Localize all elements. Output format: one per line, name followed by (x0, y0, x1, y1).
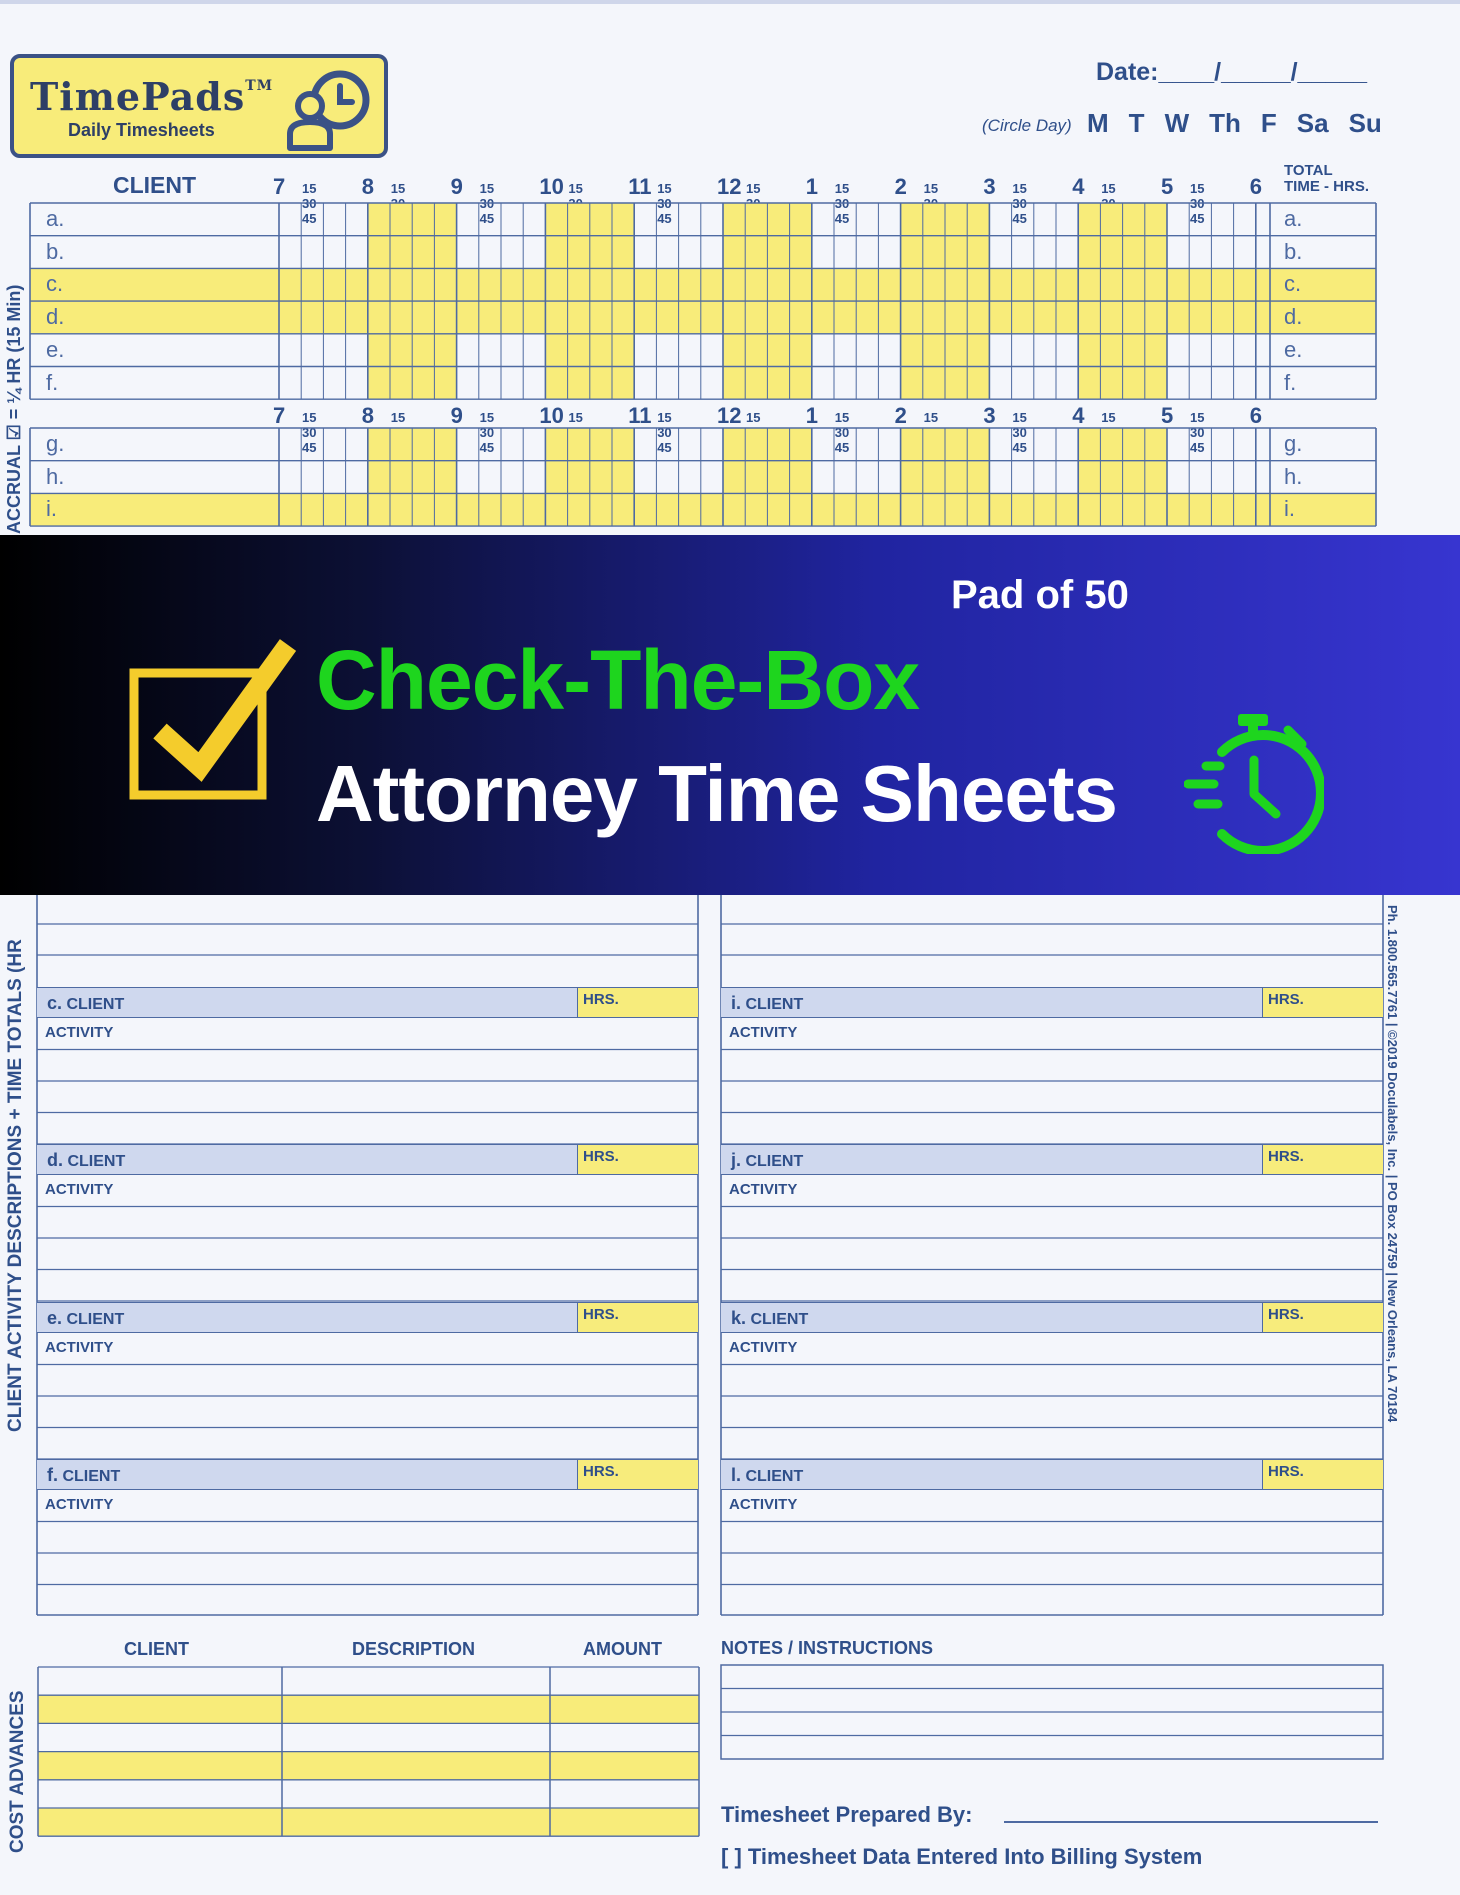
client-field-label: i. CLIENT (731, 993, 804, 1013)
activity-side-label: CLIENT ACTIVITY DESCRIPTIONS + TIME TOTALS (HR (5, 939, 26, 1432)
day-option[interactable]: Su (1348, 108, 1382, 138)
client-field[interactable] (37, 1302, 577, 1333)
logo-subtitle: Daily Timesheets (68, 120, 215, 140)
hour-label: 1 (805, 174, 819, 199)
minute-labels: 15 30 45 (479, 410, 495, 455)
minute-labels: 15 (1101, 410, 1116, 425)
accrual-side-label: ACCRUAL ☑ = ¼ HR (15 Min) (4, 284, 24, 534)
checkbox-check-icon (128, 635, 300, 807)
client-field[interactable] (721, 1459, 1262, 1490)
billing-entered-checkbox[interactable]: [ ] Timesheet Data Entered Into Billing System (721, 1844, 1203, 1869)
minute-labels: 15 (568, 181, 583, 196)
minute-labels: 15 (923, 181, 939, 196)
minute-labels: 15 30 45 (834, 410, 850, 455)
day-option[interactable]: M (1087, 108, 1109, 138)
minute-labels: 15 30 45 (479, 181, 495, 226)
hour-label: 4 (1072, 403, 1085, 428)
hours-field-label: HRS. (1268, 1148, 1304, 1165)
minute-labels: 15 (568, 410, 583, 425)
minute-labels: 15 (923, 410, 939, 425)
total-row-label: c. (1284, 271, 1302, 297)
client-field[interactable] (37, 1144, 577, 1175)
client-row-label: i. (46, 496, 57, 522)
highlight-row (30, 268, 1376, 301)
client-field-label: l. CLIENT (731, 1465, 804, 1485)
total-row-label: a. (1284, 206, 1303, 231)
hour-label: 12 (717, 174, 742, 199)
hours-field-label: HRS. (1268, 1306, 1304, 1323)
hours-field-label: HRS. (583, 991, 619, 1008)
hours-field[interactable] (577, 1302, 698, 1333)
highlight-row (30, 301, 1376, 334)
hour-label: 10 (539, 174, 564, 199)
total-row-label: d. (1284, 304, 1303, 330)
minute-labels: 15 30 45 (1012, 181, 1027, 226)
day-option[interactable]: T (1128, 108, 1145, 138)
logo-title: TimePads (30, 74, 246, 119)
hour-label: 2 (894, 174, 907, 199)
notes-header: NOTES / INSTRUCTIONS (721, 1638, 934, 1658)
client-row-label: c. (46, 271, 64, 297)
hour-label: 1 (805, 403, 819, 428)
hour-label: 5 (1161, 174, 1174, 199)
hours-field[interactable] (1262, 1144, 1383, 1175)
minute-labels: 15 (390, 181, 406, 196)
hours-field[interactable] (1262, 1302, 1383, 1333)
cost-highlight-row (38, 1808, 699, 1836)
client-row-label: h. (46, 463, 65, 489)
hour-label: 10 (539, 403, 564, 428)
minute-labels: 15 (746, 181, 761, 196)
hour-label: 11 (628, 403, 652, 428)
time-grid[interactable] (0, 0, 1460, 540)
cost-client-header: CLIENT (124, 1639, 189, 1659)
activity-label: ACTIVITY (729, 1339, 798, 1356)
total-row-label: f. (1284, 369, 1297, 395)
cost-description-header: DESCRIPTION (352, 1639, 476, 1659)
minute-labels: 15 30 45 (302, 181, 317, 226)
hour-label: 5 (1161, 403, 1174, 428)
hour-label: 9 (450, 403, 463, 428)
client-column-header: CLIENT (113, 172, 197, 198)
client-row-label: a. (46, 206, 65, 231)
client-field[interactable] (721, 1144, 1262, 1175)
headline-attorney-time-sheets: Attorney Time Sheets (316, 749, 1117, 838)
cost-highlight-row (38, 1695, 699, 1723)
client-row-label: g. (46, 431, 65, 456)
total-row-label: h. (1284, 463, 1303, 489)
total-row-label: i. (1284, 496, 1295, 522)
hour-label: 7 (273, 174, 286, 199)
minute-labels: 15 30 45 (1190, 410, 1205, 455)
day-option[interactable]: W (1164, 108, 1190, 138)
minute-labels: 15 30 45 (1012, 410, 1027, 455)
hours-field[interactable] (1262, 987, 1383, 1018)
cost-advances-side-label: COST ADVANCES (7, 1690, 28, 1853)
prepared-by-label: Timesheet Prepared By: (721, 1802, 973, 1827)
day-option[interactable]: Sa (1296, 108, 1329, 138)
hours-field[interactable] (577, 1144, 698, 1175)
date-field-label: Date:____/_____/_____ (1096, 58, 1368, 86)
minute-labels: 15 30 45 (302, 410, 317, 455)
minute-labels: 15 30 45 (1190, 181, 1205, 226)
circle-day-label: (Circle Day) (982, 116, 1072, 135)
hour-label: 6 (1249, 174, 1263, 199)
client-field[interactable] (37, 987, 577, 1018)
hour-label: 9 (450, 174, 463, 199)
activity-label: ACTIVITY (729, 1496, 798, 1513)
minute-labels: 15 (746, 410, 761, 425)
hours-field-label: HRS. (1268, 991, 1304, 1008)
hours-field[interactable] (577, 1459, 698, 1490)
hours-field[interactable] (577, 987, 698, 1018)
client-field-label: j. CLIENT (731, 1150, 804, 1170)
client-row-label: b. (46, 238, 65, 264)
client-row-label: f. (46, 369, 59, 395)
minute-labels: 15 30 45 (657, 410, 672, 455)
minute-labels: 15 30 45 (834, 181, 850, 226)
total-header-line1: TOTAL (1284, 162, 1333, 179)
total-row-label: g. (1284, 431, 1303, 456)
day-option[interactable]: Th (1209, 108, 1241, 138)
minute-labels: 15 30 45 (657, 181, 672, 226)
hours-field-label: HRS. (1268, 1463, 1304, 1480)
hour-label: 12 (717, 403, 742, 428)
activity-label: ACTIVITY (45, 1181, 114, 1198)
activity-label: ACTIVITY (45, 1024, 114, 1041)
cost-highlight-row (38, 1752, 699, 1780)
headline-check-the-box: Check-The-Box (316, 633, 920, 727)
client-field-label: d. CLIENT (47, 1150, 126, 1170)
client-row-label: d. (46, 304, 65, 330)
hour-label: 8 (361, 174, 375, 199)
pad-count: Pad of 50 (951, 573, 1129, 617)
client-field-label: f. CLIENT (47, 1465, 121, 1485)
hours-field-label: HRS. (583, 1463, 619, 1480)
hours-field-label: HRS. (583, 1148, 619, 1165)
client-row-label: e. (46, 336, 65, 362)
hour-label: 11 (628, 174, 652, 199)
activity-label: ACTIVITY (729, 1181, 798, 1198)
client-field-label: e. CLIENT (47, 1308, 125, 1328)
total-header-line2: TIME - HRS. (1284, 178, 1369, 195)
hours-field[interactable] (1262, 1459, 1383, 1490)
total-row-label: b. (1284, 238, 1303, 264)
client-field[interactable] (37, 1459, 577, 1490)
minute-labels: 15 (1101, 181, 1116, 196)
hour-label: 3 (983, 403, 996, 428)
stopwatch-icon (1184, 710, 1324, 854)
activity-label: ACTIVITY (729, 1024, 798, 1041)
hour-label: 2 (894, 403, 907, 428)
client-field[interactable] (721, 1302, 1262, 1333)
logo-trademark: TM (245, 78, 274, 94)
hour-label: 7 (273, 403, 286, 428)
prepared-by-line[interactable] (1004, 1821, 1378, 1823)
hour-label: 6 (1249, 403, 1263, 428)
client-field-label: c. CLIENT (47, 993, 125, 1013)
hour-label: 8 (361, 403, 375, 428)
activity-label: ACTIVITY (45, 1496, 114, 1513)
cost-amount-header: AMOUNT (583, 1639, 662, 1659)
client-field-label: k. CLIENT (731, 1308, 809, 1328)
highlight-row (30, 493, 1376, 526)
publisher-imprint: Ph. 1.800.565.7761 | ©2019 Doculabels, Inc. | PO Box 24759 | New Orleans, LA 70184 (1385, 905, 1400, 1423)
day-option[interactable]: F (1260, 108, 1277, 138)
minute-labels: 15 (390, 410, 406, 425)
hour-label: 4 (1072, 174, 1085, 199)
client-field[interactable] (721, 987, 1262, 1018)
activity-label: ACTIVITY (45, 1339, 114, 1356)
hour-label: 3 (983, 174, 996, 199)
total-row-label: e. (1284, 336, 1303, 362)
hours-field-label: HRS. (583, 1306, 619, 1323)
